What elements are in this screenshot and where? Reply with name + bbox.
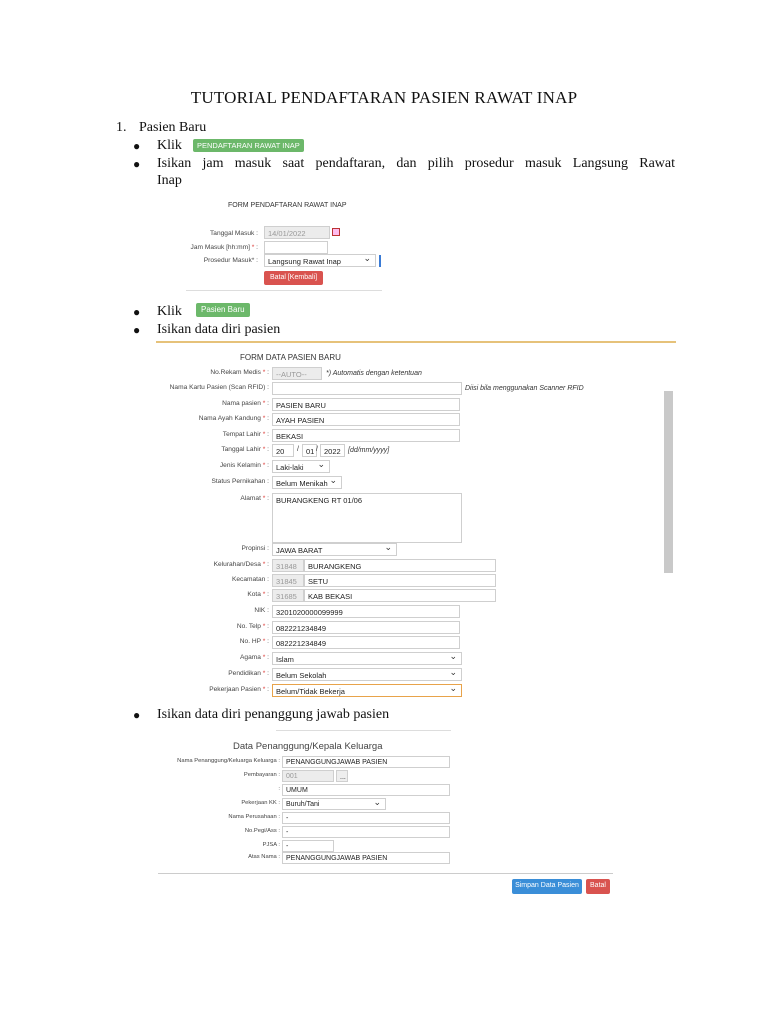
region-code-field[interactable]: 31845 [272,574,304,587]
region-name-field[interactable]: KAB BEKASI [304,589,496,602]
birth-day-field[interactable]: 20 [272,444,294,457]
label-colon: : [276,828,280,834]
field-label [156,758,280,764]
required-marker: * [260,446,266,453]
label-colon: : [265,446,269,453]
field-label [156,654,269,661]
required-marker: * [260,561,266,568]
field-label-text: Kota [247,591,261,598]
field-label [156,431,269,438]
bullet-icon: ● [133,708,141,722]
field-label-text: Pekerjaan KK [241,800,277,806]
field-label [156,561,269,568]
field-label [156,670,269,677]
simpan-data-pasien-button[interactable]: Simpan Data Pasien [512,879,582,894]
bullet-text: Klik [157,304,182,319]
required-marker: * [260,623,266,630]
required-marker: * [260,591,266,598]
label-colon: : [265,384,269,391]
form-title: FORM DATA PASIEN BARU [240,353,341,362]
penanggung-field[interactable]: - [282,840,334,852]
batal-button[interactable]: Batal [586,879,610,894]
alamat-textarea[interactable]: BURANGKENG RT 01/06 [272,493,462,543]
document-title: TUTORIAL PENDAFTARAN PASIEN RAWAT INAP [190,88,578,107]
label-colon: : [265,545,269,552]
select-field[interactable]: JAWA BARAT ⌄ [272,543,397,556]
no-rekam-medis-field[interactable]: --AUTO-- [272,367,322,380]
field-label-text: No. Telp [236,623,261,630]
field-label [156,369,269,376]
bullet-icon: ● [133,305,141,319]
field-label [156,576,269,583]
divider [158,873,613,874]
field-label [156,478,269,485]
scrollbar-thumb[interactable] [664,391,673,573]
penanggung-field[interactable]: 001 [282,770,334,782]
field-label-text: Atas Nama [248,854,277,860]
field-label-text: Tempat Lahir [222,431,261,438]
field-label-text: No.Pegi/Ass [244,828,277,834]
jam-masuk-label-text: Jam Masuk [hh:mm] [190,244,252,251]
penanggung-field[interactable]: - [282,826,450,838]
list-item-label: Pasien Baru [139,120,207,135]
penanggung-field[interactable]: - [282,812,450,824]
select-field[interactable]: Belum Menikah ⌄ [272,476,342,489]
required-marker: * [260,431,266,438]
field-label-text: Nama Kartu Pasien (Scan RFID) [169,384,266,391]
field-label [156,384,269,391]
region-name-field[interactable]: SETU [304,574,496,587]
select-field[interactable]: Belum/Tidak Bekerja ⌄ [272,684,462,697]
pendaftaran-rawat-inap-button[interactable]: PENDAFTARAN RAWAT INAP [193,139,304,152]
label-colon: : [276,842,280,848]
region-code-field[interactable]: 31848 [272,559,304,572]
text-field[interactable]: BEKASI [272,429,460,442]
field-label-text: Kecamatan [231,576,266,583]
prosedur-masuk-label: Prosedur Masuk* : [203,257,258,264]
field-label [156,800,280,806]
label-colon: : [278,786,280,792]
penanggung-field[interactable]: UMUM [282,784,450,796]
field-label [156,495,269,502]
bullet-text: Isikan jam masuk saat pendaftaran, dan pilih prosedur masuk Langsung Rawat [157,156,675,171]
form-data-pasien-screenshot [156,341,676,705]
select-field[interactable]: Belum Sekolah ⌄ [272,668,462,681]
label-colon: : [265,495,269,502]
field-label-text: Pendidikan [228,670,261,677]
field-label [156,591,269,598]
bullet-icon: ● [133,157,141,171]
required-marker: * [260,400,266,407]
required-marker: * [260,495,266,502]
label-colon: : [276,758,280,764]
date-separator: / [297,446,299,453]
field-label [156,854,280,860]
label-colon: : [276,854,280,860]
section-title: Data Penanggung/Kepala Keluarga [233,741,383,752]
label-colon: : [265,686,269,693]
field-label [156,623,269,630]
field-note: Diisi bila menggunakan Scanner RFID [465,385,584,392]
label-colon: : [265,431,269,438]
text-field[interactable]: 082221234849 [272,621,460,634]
calendar-icon[interactable] [332,228,340,236]
field-label-text: Nama Perusahaan [228,814,277,820]
bullet-text: Klik [157,138,182,153]
field-label-text: Nama Penanggung/Keluarga Keluarga [177,758,277,764]
field-label [156,545,269,552]
bullet-icon: ● [133,139,141,153]
bullet-text: Isikan data diri pasien [157,322,281,337]
field-label [156,400,269,407]
label-colon: : [265,400,269,407]
bullet-icon: ● [133,323,141,337]
browse-button[interactable]: ... [336,770,348,782]
field-label [156,607,269,614]
list-number: 1. [116,120,127,135]
tanggal-masuk-field[interactable]: 14/01/2022 [264,226,330,239]
form-title: FORM PENDAFTARAN RAWAT INAP [228,202,347,209]
label-colon: : [276,800,280,806]
bullet-text: Isikan data diri penanggung jawab pasien [157,707,390,722]
label-colon: : [265,369,269,376]
required-marker: * [260,638,266,645]
label-colon: : [265,591,269,598]
select-field[interactable]: Laki-laki ⌄ [272,460,330,473]
field-label-text: Tanggal Lahir [221,446,261,453]
required-marker: * [260,369,266,376]
text-cursor [379,255,381,267]
field-label-text: No. HP [239,638,261,645]
penanggung-field[interactable]: PENANGGUNGJAWAB PASIEN [282,852,450,864]
label-colon: : [265,654,269,661]
field-label-text: Propinsi [241,545,266,552]
field-label-text: Alamat [240,495,261,502]
label-colon: : [265,478,269,485]
field-label-text: PJSA [262,842,277,848]
field-label-text: Jenis Kelamin [219,462,261,469]
prosedur-masuk-select[interactable]: Langsung Rawat Inap ⌄ [264,254,376,267]
field-label-text: Nama Ayah Kandung [198,415,261,422]
label-colon: : [276,772,280,778]
penanggung-field[interactable]: Buruh/Tani ⌄ [282,798,386,810]
text-field[interactable]: 082221234849 [272,636,460,649]
required-marker: * [260,654,266,661]
label-colon: : [265,415,269,422]
label-colon: : [265,462,269,469]
field-label [156,842,280,848]
text-field[interactable]: PASIEN BARU [272,398,460,411]
form-pendaftaran-screenshot [186,195,382,291]
label-colon: : [276,814,280,820]
field-label [156,638,269,645]
penanggung-field[interactable]: PENANGGUNGJAWAB PASIEN [282,756,450,768]
field-label-text: Pembayaran [243,772,277,778]
region-name-field[interactable]: BURANGKENG [304,559,496,572]
field-label [156,828,280,834]
field-label-text: Agama [240,654,261,661]
label-colon: : [265,576,269,583]
jam-masuk-field[interactable] [264,241,328,254]
field-label-text: Nama pasien [222,400,261,407]
text-field[interactable]: 3201020000099999 [272,605,460,618]
field-label-text: Status Pernikahan [211,478,266,485]
pasien-baru-button[interactable]: Pasien Baru [196,303,250,317]
birth-month-field[interactable]: 01 [302,444,317,457]
required-marker: * [260,686,266,693]
field-label [156,814,280,820]
tanggal-masuk-label: Tanggal Masuk : [209,230,258,237]
field-note: *) Automatis dengan ketentuan [326,370,422,377]
field-label-text: Pekerjaan Pasien [209,686,261,693]
field-label [156,415,269,422]
required-marker: * [260,462,266,469]
date-separator: / [316,446,318,453]
divider [276,730,451,731]
field-label [156,462,269,469]
select-field[interactable]: Islam ⌄ [272,652,462,665]
label-colon: : [265,638,269,645]
field-label [156,686,269,693]
form-penanggung-screenshot [156,730,616,898]
label-colon: : [265,561,269,568]
jam-masuk-label: Jam Masuk [hh:mm] * : [190,244,258,251]
required-marker: * [260,415,266,422]
field-label [156,446,269,453]
field-label-text: Kelurahan/Desa [213,561,261,568]
label-colon: : [265,623,269,630]
field-label [156,786,280,792]
birth-year-field[interactable]: 2022 [320,444,345,457]
field-label-text: No.Rekam Medis [210,369,261,376]
rfid-field[interactable] [272,382,462,395]
batal-kembali-button[interactable]: Batal [Kembali] [264,271,323,285]
field-note: [dd/mm/yyyy] [348,447,390,454]
label-colon: : [265,607,269,614]
text-field[interactable]: AYAH PASIEN [272,413,460,426]
label-colon: : [265,670,269,677]
field-label-text: NIK [254,607,266,614]
required-marker: * [260,670,266,677]
field-label [156,772,280,778]
bullet-text-cont: Inap [157,173,182,188]
region-code-field[interactable]: 31685 [272,589,304,602]
